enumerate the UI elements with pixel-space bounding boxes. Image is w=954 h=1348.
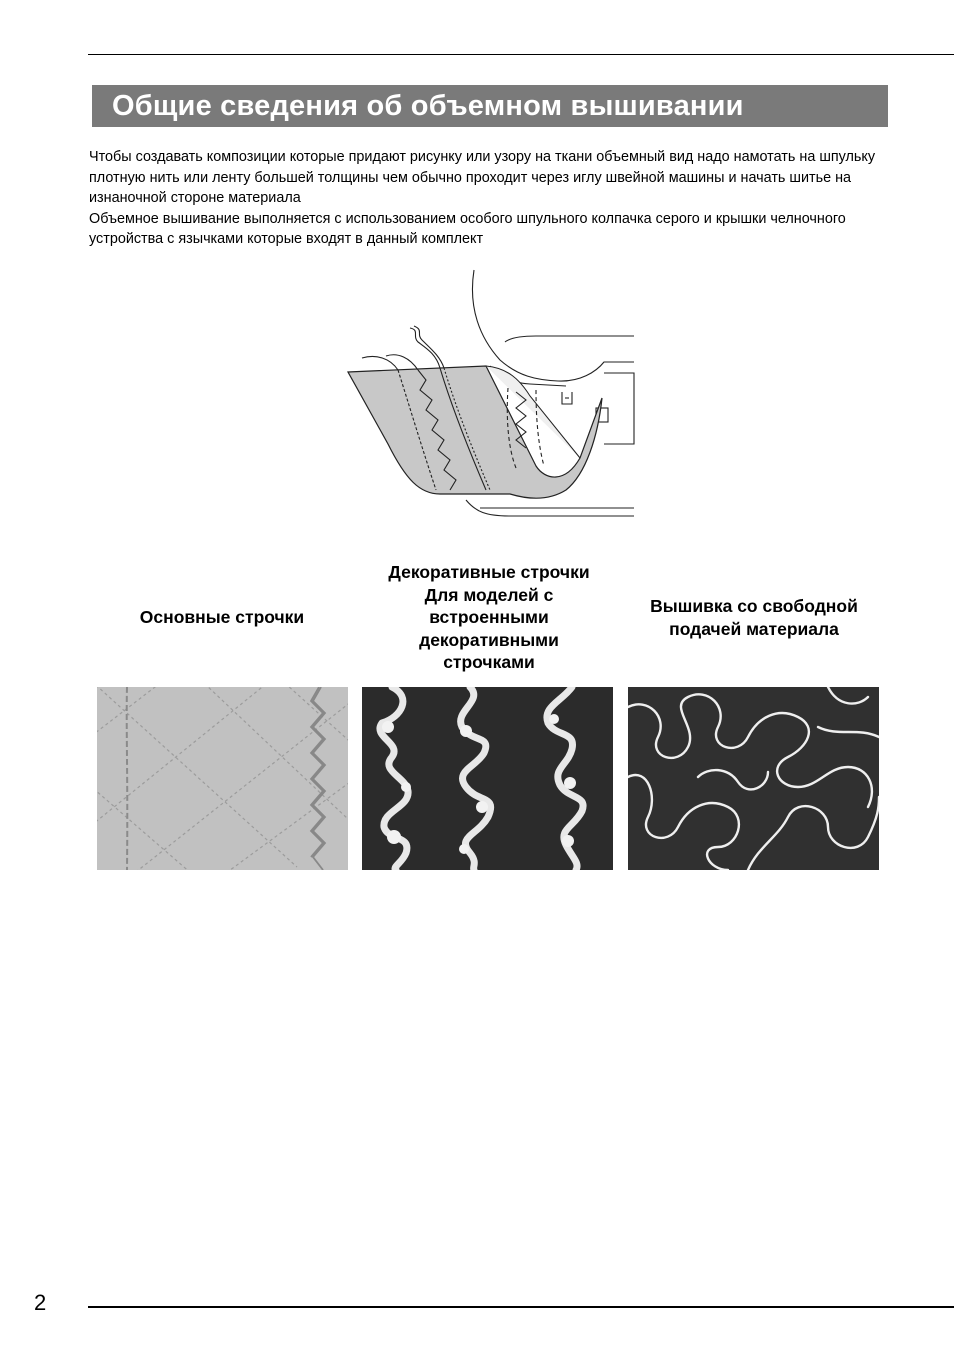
page-number: 2: [34, 1290, 47, 1315]
section-title: Общие сведения об объемном вышивании: [112, 89, 744, 122]
caption-free-motion-embroidery: Вышивка со свободной подачей материала: [650, 596, 858, 639]
bottom-rule: [88, 1306, 954, 1308]
intro-paragraph-2: Объемное вышивание выполняется с использованием особого шпульного колпачка серого и крышки челночного устройства с язычками которые входят в данный комплект: [89, 210, 846, 247]
photo-basic-stitches: [97, 687, 348, 870]
sewing-machine-illustration: [340, 268, 640, 528]
top-rule: [88, 54, 954, 55]
intro-paragraph-1: Чтобы создавать композиции которые придают рисунку или узору на ткани объемный вид надо намотать на шпульку плотную нить или ленту большей толщины чем обычно проходит через иглу швейной машины и начать шитье на изнаночной стороне материала: [89, 149, 876, 206]
photo-free-motion-embroidery: [628, 687, 879, 870]
photo-decorative-stitches: [362, 687, 613, 870]
section-title-bar: [92, 85, 888, 127]
caption-basic-stitches: Основные строчки: [139, 607, 305, 627]
caption-decorative-stitches: Декоративные строчки Для моделей с встроенными декоративными строчками: [388, 562, 590, 672]
intro-text: [89, 147, 899, 250]
